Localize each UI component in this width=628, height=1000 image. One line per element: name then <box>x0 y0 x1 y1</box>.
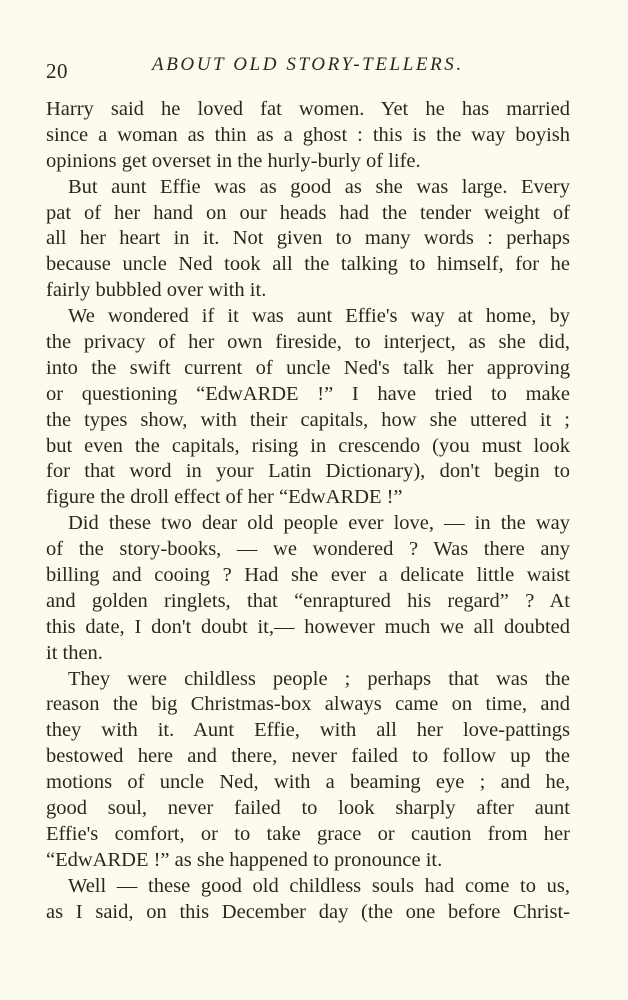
text-line: and golden ringlets, that “enraptured his regard” ? At <box>46 589 570 612</box>
body-text <box>46 97 570 926</box>
text-line: They were childless people ; perhaps that was the <box>68 667 570 690</box>
text-line: as I said, on this December day (the one before Christ- <box>46 900 570 923</box>
text-line: the types show, with their capitals, how she uttered it ; <box>46 408 570 431</box>
text-line: or questioning “EdwARDE !” I have tried to make <box>46 382 570 405</box>
text-line: Harry said he loved fat women. Yet he has married <box>46 98 570 120</box>
page-header <box>46 50 570 83</box>
text-line: because uncle Ned took all the talking to himself, for he <box>46 253 570 276</box>
text-line: fairly bubbled over with it. <box>46 279 267 302</box>
text-line: the privacy of her own fireside, to interject, as she did, <box>46 331 570 354</box>
text-line: good soul, never failed to look sharply after aunt <box>46 797 570 820</box>
text-line: “EdwARDE !” as she happened to pronounce it. <box>46 848 443 871</box>
text-line: figure the droll effect of her “EdwARDE !” <box>46 486 403 509</box>
text-line: But aunt Effie was as good as she was large. Every <box>68 175 570 198</box>
text-line: but even the capitals, rising in crescendo (you must look <box>46 434 570 457</box>
text-line: they with it. Aunt Effie, with all her love-pattings <box>46 719 570 742</box>
text-line: of the story-books, — we wondered ? Was there any <box>46 538 570 561</box>
text-line: motions of uncle Ned, with a beaming eye ; and he, <box>46 771 570 794</box>
text-line: bestowed here and there, never failed to follow up the <box>46 745 570 768</box>
text-line: into the swift current of uncle Ned's talk her approving <box>46 356 570 379</box>
text-line: reason the big Christmas-box always came on time, and <box>46 693 570 716</box>
text-line: We wondered if it was aunt Effie's way at home, by <box>68 305 570 328</box>
text-line: it then. <box>46 641 103 664</box>
text-line: Effie's comfort, or to take grace or caution from her <box>46 822 570 845</box>
text-line: this date, I don't doubt it,— however much we all doubted <box>46 615 570 638</box>
text-line: pat of her hand on our heads had the tender weight of <box>46 201 570 224</box>
text-line: billing and cooing ? Had she ever a delicate little waist <box>46 564 570 587</box>
running-head: ABOUT OLD STORY-TELLERS. <box>152 54 464 75</box>
page-number: 20 <box>46 59 68 83</box>
text-line: since a woman as thin as a ghost : this is the way boyish <box>46 123 570 146</box>
text-line: Did these two dear old people ever love, — in the way <box>68 512 570 535</box>
text-line: all her heart in it. Not given to many words : perhaps <box>46 227 570 250</box>
text-line: opinions get overset in the hurly-burly of life. <box>46 149 421 172</box>
text-line: for that word in your Latin Dictionary), don't begin to <box>46 460 570 483</box>
text-line: Well — these good old childless souls had come to us, <box>68 874 570 897</box>
